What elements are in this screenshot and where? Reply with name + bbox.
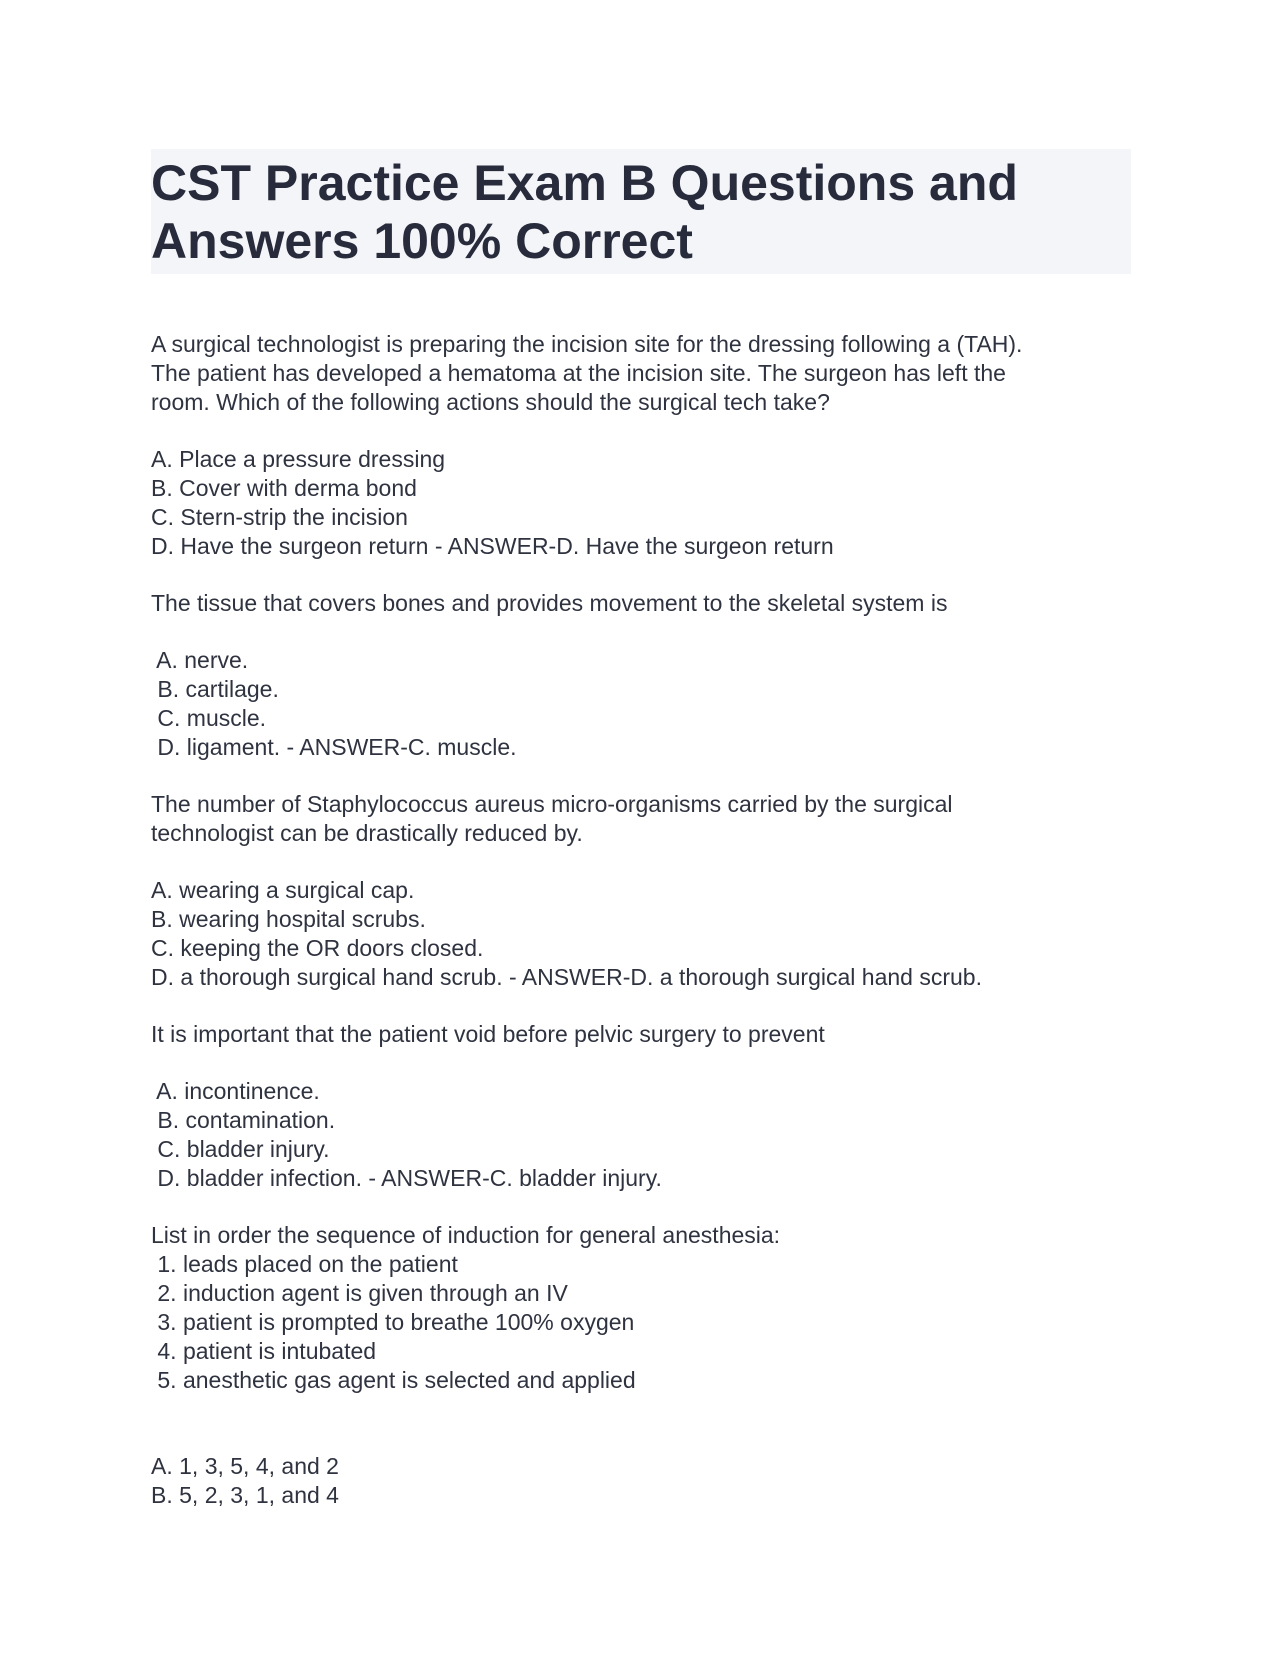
- answer-option: D. a thorough surgical hand scrub. - ANSWER-D. a thorough surgical hand scrub.: [151, 964, 982, 990]
- answer-options: [151, 1077, 1131, 1193]
- question-text-line: technologist can be drastically reduced by.: [151, 820, 583, 846]
- question-text-line: The patient has developed a hematoma at the incision site. The surgeon has left the: [151, 360, 1006, 386]
- question-text-line: List in order the sequence of induction for general anesthesia:: [151, 1222, 781, 1248]
- sequence-step: 2. induction agent is given through an IV: [151, 1280, 568, 1306]
- sequence-step: 5. anesthetic gas agent is selected and applied: [151, 1367, 636, 1393]
- title-block: [151, 149, 1131, 274]
- answer-option: C. muscle.: [151, 705, 267, 731]
- answer-option: C. bladder injury.: [151, 1136, 330, 1162]
- answer-option: A. nerve.: [151, 647, 249, 673]
- answer-option: A. incontinence.: [151, 1078, 320, 1104]
- answer-option: D. bladder infection. - ANSWER-C. bladder injury.: [151, 1165, 662, 1191]
- answer-options: [151, 876, 1131, 992]
- answer-option: B. contamination.: [151, 1107, 336, 1133]
- answer-options: [151, 1452, 1131, 1510]
- answer-option: B. 5, 2, 3, 1, and 4: [151, 1482, 339, 1508]
- answer-option: C. Stern-strip the incision: [151, 504, 408, 530]
- spacer: [151, 1423, 1131, 1452]
- answer-options: [151, 646, 1131, 762]
- answer-options: [151, 445, 1131, 561]
- question-stem: [151, 790, 1131, 848]
- document-body: [151, 330, 1131, 1510]
- question-text-line: The tissue that covers bones and provides movement to the skeletal system is: [151, 590, 948, 616]
- answer-option: B. Cover with derma bond: [151, 475, 417, 501]
- answer-option: B. cartilage.: [151, 676, 279, 702]
- answer-option: D. ligament. - ANSWER-C. muscle.: [151, 734, 517, 760]
- sequence-step: 1. leads placed on the patient: [151, 1251, 458, 1277]
- question-text-line: room. Which of the following actions should the surgical tech take?: [151, 389, 830, 415]
- answer-option: A. Place a pressure dressing: [151, 446, 446, 472]
- question-text-line: It is important that the patient void before pelvic surgery to prevent: [151, 1021, 825, 1047]
- answer-option: B. wearing hospital scrubs.: [151, 906, 426, 932]
- answer-option: D. Have the surgeon return - ANSWER-D. Have the surgeon return: [151, 533, 834, 559]
- question-text-line: The number of Staphylococcus aureus micro-organisms carried by the surgical: [151, 791, 953, 817]
- sequence-step: 4. patient is intubated: [151, 1338, 377, 1364]
- page-title: CST Practice Exam B Questions and Answers 100% Correct: [151, 155, 1018, 269]
- question-stem: [151, 1221, 1131, 1395]
- question-text-line: A surgical technologist is preparing the incision site for the dressing following a (TAH).: [151, 331, 1023, 357]
- question-stem: [151, 1020, 1131, 1049]
- document-page: [151, 149, 1131, 1538]
- answer-option: A. 1, 3, 5, 4, and 2: [151, 1453, 339, 1479]
- question-stem: [151, 330, 1131, 417]
- answer-option: A. wearing a surgical cap.: [151, 877, 415, 903]
- sequence-step: 3. patient is prompted to breathe 100% oxygen: [151, 1309, 635, 1335]
- question-stem: [151, 589, 1131, 618]
- answer-option: C. keeping the OR doors closed.: [151, 935, 484, 961]
